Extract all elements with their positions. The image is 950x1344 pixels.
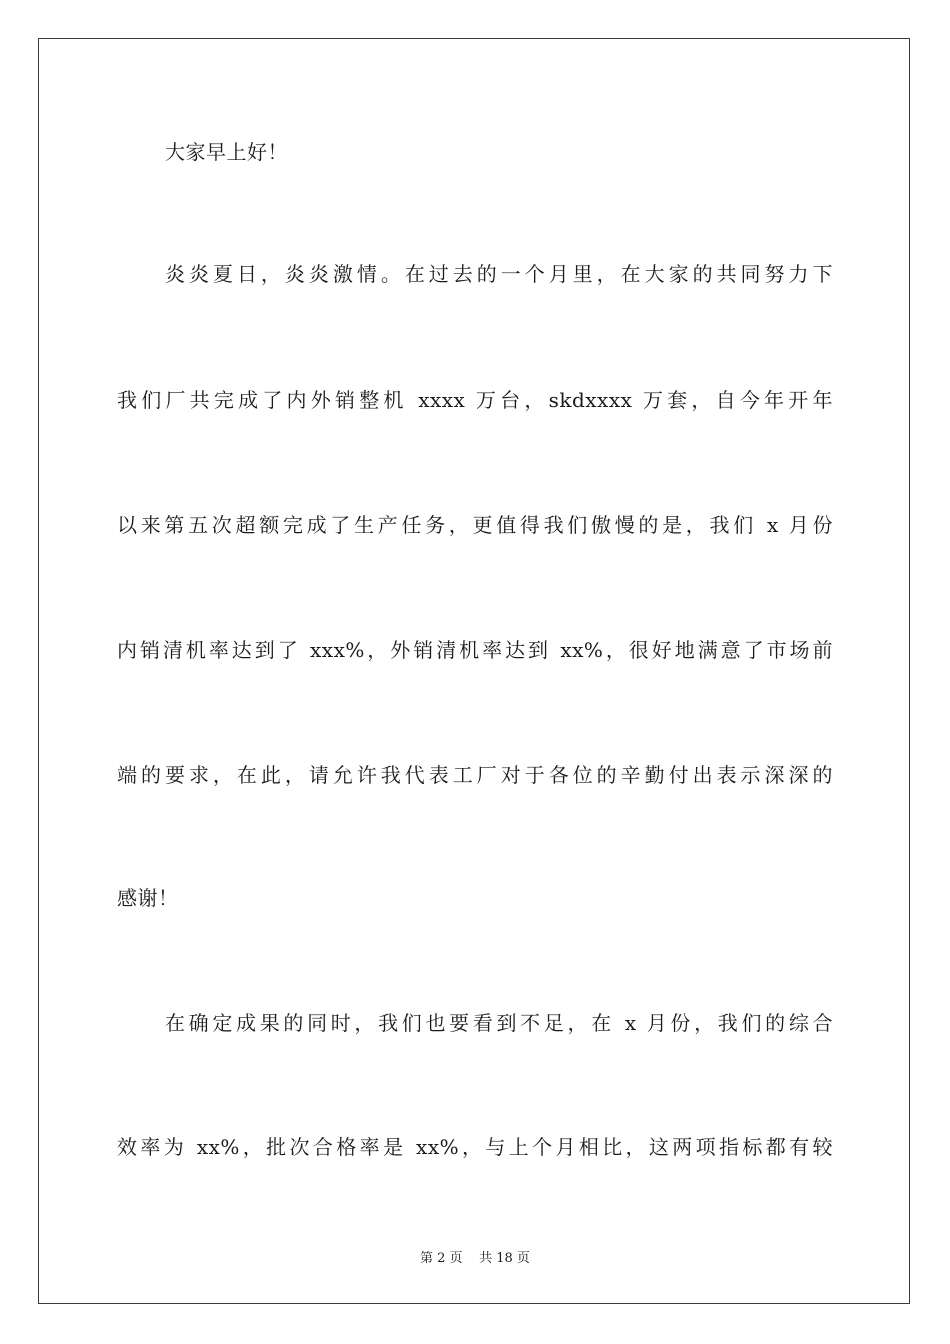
page-footer	[0, 1251, 950, 1267]
paragraph-1-line-5: 端的要求，在此，请允许我代表工厂对于各位的辛勤付出表示深深的	[117, 763, 833, 787]
page-number: 第 2 页	[420, 1251, 463, 1266]
paragraph-1-line-2: 我们厂共完成了内外销整机 xxxx 万台，skdxxxx 万套，自今年开年	[117, 388, 833, 412]
paragraph-1-line-1: 炎炎夏日，炎炎激情。在过去的一个月里，在大家的共同努力下	[165, 262, 833, 286]
paragraph-1-line-6: 感谢！	[117, 886, 179, 910]
page-total: 共 18 页	[479, 1251, 530, 1266]
paragraph-1-line-3: 以来第五次超额完成了生产任务，更值得我们傲慢的是，我们 x 月份	[117, 513, 833, 537]
paragraph-1-line-4: 内销清机率达到了 xxx%，外销清机率达到 xx%，很好地满意了市场前	[117, 638, 833, 662]
paragraph-2-line-1: 在确定成果的同时，我们也要看到不足，在 x 月份，我们的综合	[165, 1011, 833, 1035]
page-border	[38, 38, 910, 1304]
paragraph-2-line-2: 效率为 xx%，批次合格率是 xx%，与上个月相比，这两项指标都有较	[117, 1135, 833, 1159]
greeting-line: 大家早上好！	[165, 140, 288, 164]
